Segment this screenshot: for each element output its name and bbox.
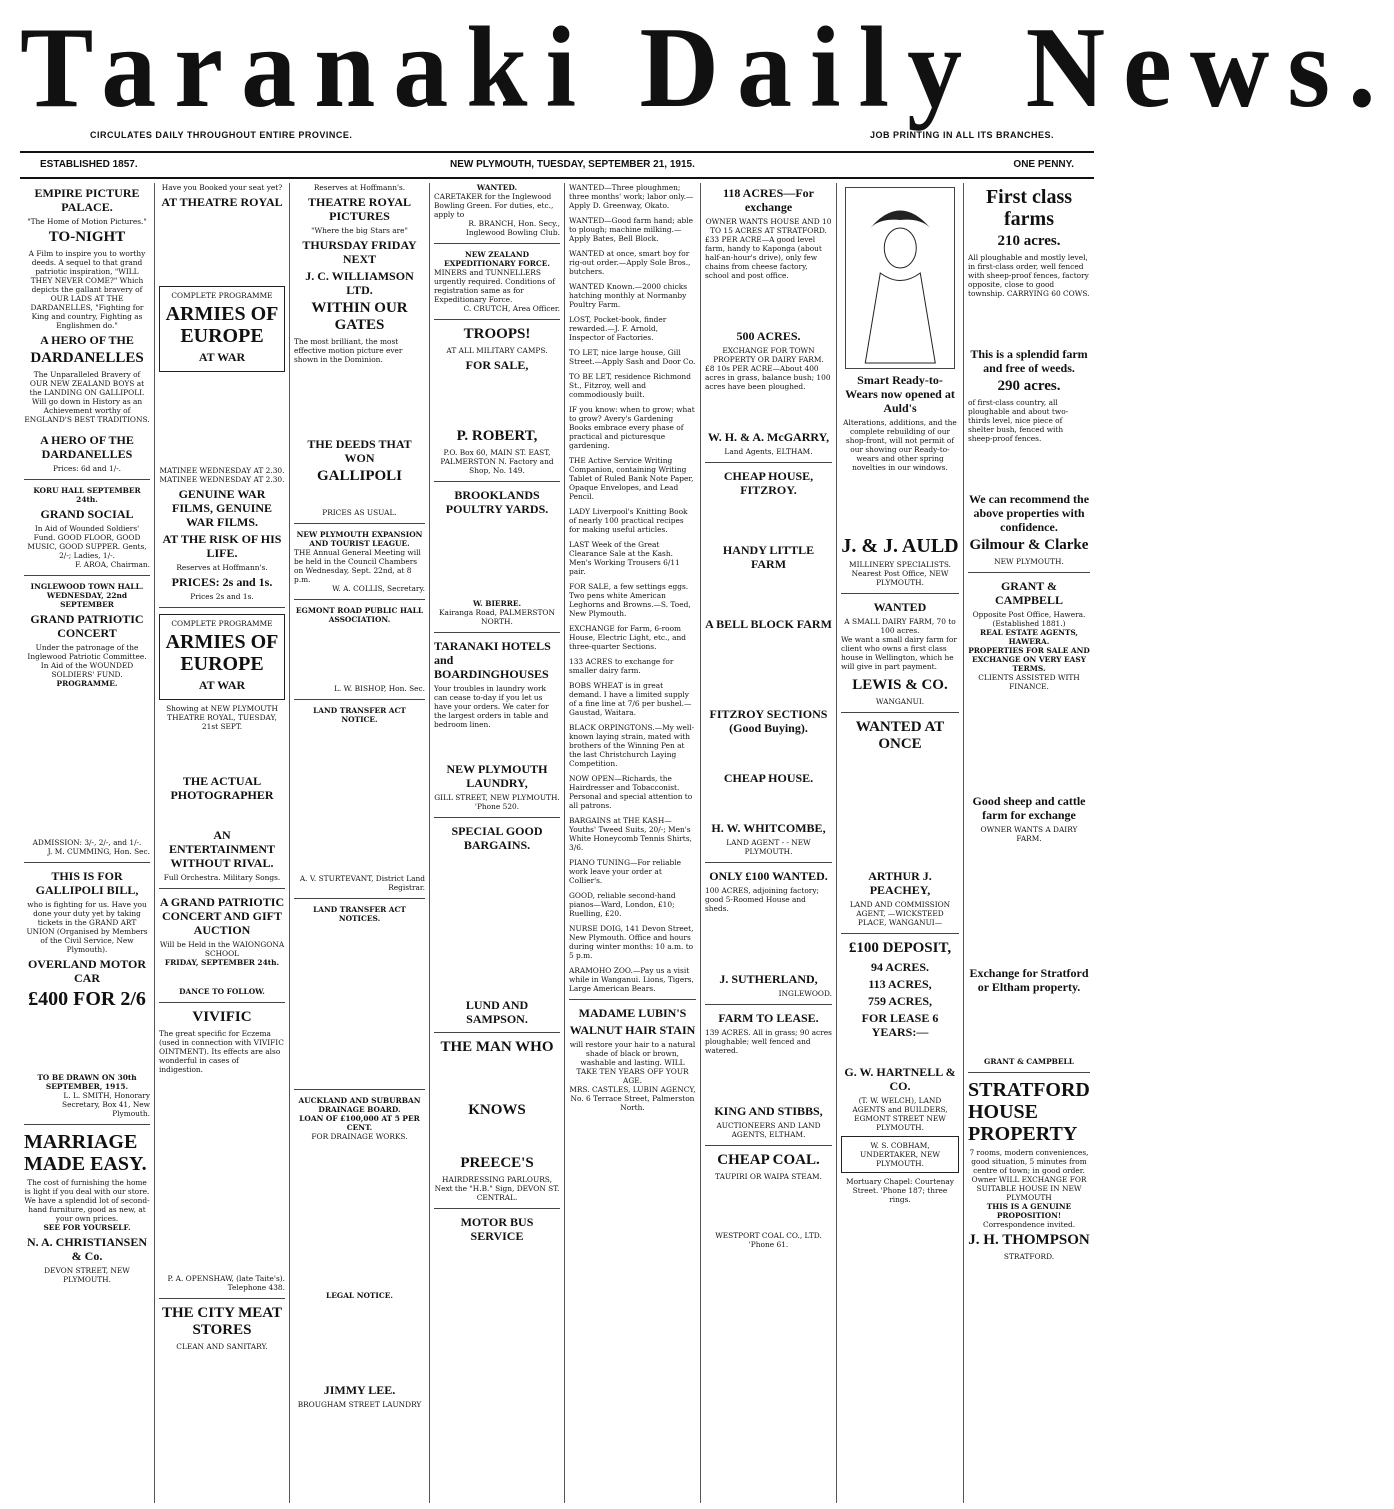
social-heading: GRAND SOCIAL (40, 507, 134, 521)
concert-heading: GRAND PATRIOTIC CONCERT (30, 612, 144, 640)
column-2 (155, 183, 290, 1503)
good-pianos: GOOD, reliable second-hand pianos—Ward, London, £10; Ruelling, £20. (569, 891, 676, 918)
masthead-left-subtitle: CIRCULATES DAILY THROUGHOUT ENTIRE PROVINCE. (90, 130, 353, 140)
mortuary: Mortuary Chapel: Courtenay Street. 'Phone 187; three rings. (846, 1177, 954, 1204)
bierre-addr: Kairanga Road, PALMERSTON NORTH. (439, 608, 555, 626)
thompson: J. H. THOMPSON (968, 1232, 1090, 1248)
cheap-house-fitzroy: CHEAP HOUSE, FITZROY. (723, 469, 814, 497)
acres-759: 759 ACRES, (867, 994, 932, 1008)
robert-addr: P.O. Box 60, MAIN ST. EAST, PALMERSTON N. Factory and Shop, No. 149. (440, 448, 554, 475)
prece-desc: HAIRDRESSING PARLOURS, Next the "H.B." Sign, DEVON ST. CENTRAL. (434, 1175, 560, 1202)
social-desc: In Aid of Wounded Soldiers' Fund. GOOD FLOOR, GOOD MUSIC, GOOD SUPPER. Gents, 2/-; Ladies, 1/-. (27, 524, 147, 560)
deeds: THE DEEDS THAT WON (307, 437, 412, 465)
acres-290: 290 acres. (997, 378, 1061, 394)
mcgarry: W. H. & A. McGARRY, (707, 430, 830, 444)
acres-113: 113 ACRES, (868, 977, 932, 991)
empire-sub: "The Home of Motion Pictures." (27, 217, 147, 226)
handy-farm: HANDY LITTLE FARM (722, 543, 815, 571)
hero2-heading: A HERO OF THE DARDANELLES (40, 433, 134, 461)
grant-2: GRANT & CAMPBELL (984, 1057, 1074, 1066)
land-notices: LAND TRANSFER ACT NOTICES. (313, 905, 406, 923)
acres-139: 139 ACRES. All in grass; 90 acres ploughable; well fenced and watered. (705, 1028, 832, 1055)
lost: LOST, Pocket-book, finder rewarded.—J. F. Arnold, Inspector of Factories. (569, 315, 667, 342)
acres-118: 118 ACRES—For exchange (722, 186, 814, 214)
lewis: LEWIS & CO. (852, 677, 948, 693)
peachey: ARTHUR J. PEACHEY, (868, 869, 932, 897)
auld-sub: MILLINERY SPECIALISTS. Nearest Post Office, NEW PLYMOUTH. (849, 560, 951, 587)
waiongona: Will be Held in the WAIONGONA SCHOOL (159, 940, 285, 958)
grow: IF you know: when to grow; what to grow? Avery's Gardening Books embrace every phase of practical and picturesque gardening. (569, 405, 695, 450)
np-laundry: NEW PLYMOUTH LAUNDRY, (446, 762, 548, 790)
egmont: EGMONT ROAD PUBLIC HALL ASSOCIATION. (295, 606, 424, 624)
clients: CLIENTS ASSISTED WITH FINANCE. (978, 673, 1080, 691)
dateline (20, 151, 1094, 179)
active-service: THE Active Service Writing Companion, containing Writing Tablet of Ruled Bank Note Paper, Opaque Envelopes, and Lead Pencil. (569, 456, 694, 501)
theatre-royal: THEATRE ROYAL PICTURES (307, 195, 412, 223)
nzef: NEW ZEALAND EXPEDITIONARY FORCE. (444, 250, 550, 268)
farm-lease: FARM TO LEASE. (718, 1011, 819, 1025)
concert-desc: Under the patronage of the Inglewood Patriotic Committee. In Aid of the WOUNDED SOLDIERS' FUND. (27, 643, 147, 679)
owner-dairy: OWNER WANTS A DAIRY FARM. (980, 825, 1078, 843)
cobham-box (841, 1136, 959, 1173)
art-union: A GRAND PATRIOTIC CONCERT AND GIFT AUCTION (159, 895, 285, 937)
small-farm: A SMALL DAIRY FARM, 70 to 100 acres. (844, 617, 956, 635)
inglewood-hall: INGLEWOOD TOWN HALL. WEDNESDAY, 22nd SEPTEMBER (30, 582, 144, 609)
acres-500: 500 ACRES. (736, 329, 801, 343)
splendid: This is a splendid farm and free of weeds. (970, 347, 1088, 375)
masthead-right-subtitle: JOB PRINTING IN ALL ITS BRANCHES. (869, 130, 1054, 140)
friday: FRIDAY, SEPTEMBER 24th. (164, 958, 280, 967)
days: THURSDAY FRIDAY NEXT (302, 238, 417, 266)
gilmour: Gilmour & Clarke (969, 537, 1089, 553)
entertainment: AN ENTERTAINMENT WITHOUT RIVAL. (168, 828, 276, 870)
vivific-desc: The great specific for Eczema (used in connection with VIVIFIC OINTMENT). Its effects are also wonderful in cases of indigestion. (159, 1029, 284, 1074)
booked: Have you Booked your seat yet? (161, 183, 283, 192)
cheap-coal: CHEAP COAL. (717, 1152, 820, 1168)
westport: WESTPORT COAL CO., LTD. 'Phone 61. (715, 1231, 822, 1249)
brougham: BROUGHAM STREET LAUNDRY (297, 1400, 422, 1409)
at-war: AT WAR (198, 350, 246, 364)
exchange: EXCHANGE for Farm, 6-room House, Electric Light, etc., and three-quarter Sections. (569, 624, 687, 651)
for-sale: FOR SALE, a few settings eggs. Two pens white American Leghorns and Browns.—S. Toed, New Plymouth. (569, 582, 691, 618)
known: WANTED Known.—2000 chicks hatching monthly at Normanby Poultry Farm. (569, 282, 688, 309)
bargains: BARGAINS at THE KASH—Youths' Tweed Suits, 20/-; Men's White Honeycomb Tennis Shirts, 3/6. (569, 816, 692, 852)
matinee: MATINEE WEDNESDAY AT 2.30. MATINEE WEDNESDAY AT 2.30. (159, 466, 285, 484)
acres-94: 94 ACRES. (870, 960, 929, 974)
ploughmen: WANTED—Three ploughmen; three months' work; labor only.—Apply D. Greenway, Okato. (569, 183, 694, 210)
lubin: MADAME LUBIN'S (578, 1006, 687, 1020)
reserves: Reserves at Hoffmann's. (176, 563, 268, 572)
at-war-2: AT WAR (198, 678, 246, 692)
complete-label: COMPLETE PROGRAMME (171, 291, 273, 300)
armies-box-1 (159, 286, 285, 372)
lady-drawing (846, 188, 955, 368)
hero-heading: A HERO OF THE (40, 333, 134, 347)
drainage: FOR DRAINAGE WORKS. (311, 1132, 408, 1141)
column-5 (565, 183, 701, 1503)
p33: £33 PER ACRE—A good level farm, handy to Kaponga (about half-an-hour's drive), only few chains from cheese factory, school and post office. (705, 235, 822, 280)
genuine-prop: THIS IS A GENUINE PROPOSITION! (986, 1202, 1072, 1220)
williamson: J. C. WILLIAMSON LTD. (305, 269, 414, 297)
showing: Showing at NEW PLYMOUTH THEATRE ROYAL, TUESDAY, 21st SEPT. (166, 704, 278, 731)
now-open: NOW OPEN—Richards, the Hairdresser and Tobacconist. Personal and special attention to all patrons. (569, 774, 693, 810)
auckland: AUCKLAND AND SUBURBAN DRAINAGE BOARD. (298, 1096, 421, 1114)
war-theatre: AT THEATRE ROYAL (161, 195, 283, 209)
sheep-cattle: Good sheep and cattle farm for exchange (972, 794, 1086, 822)
established: ESTABLISHED 1857. (40, 159, 138, 170)
special: SPECIAL GOOD BARGAINS. (451, 824, 543, 852)
vivific: VIVIFIC (192, 1009, 252, 1025)
masthead-title: Taranaki Daily News. (20, 2, 1394, 132)
king-sub: AUCTIONEERS AND LAND AGENTS, ELTHAM. (716, 1121, 821, 1139)
photographer: THE ACTUAL PHOTOGRAPHER (170, 774, 274, 802)
branch: R. BRANCH, Hon. Secy., Inglewood Bowling Club. (465, 219, 560, 237)
car-price: £400 FOR 2/6 (28, 988, 146, 1010)
prices-3: Prices 2s and 1s. (190, 592, 254, 601)
bobs-wheat: BOBS WHEAT is in great demand. I have a limited supply of a fine line at 7/6 per bushel.—Gaustad, Waitara. (569, 681, 692, 717)
props: PROPERTIES FOR SALE AND EXCHANGE ON VERY EASY TERMS. (968, 646, 1090, 673)
taranaki-hotels: TARANAKI HOTELS and BOARDINGHOUSES (434, 639, 551, 681)
whitcombe: H. W. WHITCOMBE, (711, 821, 826, 835)
admission: ADMISSION: 3/-, 2/-, and 1/-. (32, 838, 142, 847)
loan: LOAN OF £100,000 AT 5 PER CENT. (299, 1114, 420, 1132)
hartnell-sub: (T. W. WELCH), LAND AGENTS and BUILDERS, EGMONT STREET NEW PLYMOUTH. (852, 1096, 948, 1132)
column-3 (290, 183, 430, 1503)
marriage-desc: The cost of furnishing the home is light if you deal with our store. We have a splendid lot of second-hand furniture, good as new, at your own prices. (24, 1178, 150, 1223)
only-100: ONLY £100 WANTED. (709, 869, 828, 883)
gallipoli-3: GALLIPOLI (316, 468, 403, 484)
column-1 (20, 183, 155, 1503)
cherubs: WANTED at once, smart boy for rig-out order.—Apply Sole Bros., butchers. (569, 249, 691, 276)
rooms: 7 rooms, modern conveniences, good situation, 5 minutes from centre of town; in good order. Owner WILL EXCHANGE FOR SUITABLE HOUSE IN NEW PLYMOUTH (969, 1148, 1089, 1202)
columns (20, 183, 1094, 1503)
within-desc: The most brilliant, the most effective motion picture ever shown in the Dominion. (294, 337, 403, 364)
nurse: NURSE DOIG, 141 Devon Street, New Plymouth. Office and hours during winter months: 10 a.m. to 5 p.m. (569, 924, 694, 960)
expansion: NEW PLYMOUTH EXPANSION AND TOURIST LEAGUE. (296, 530, 423, 548)
expansion-sign: W. A. COLLIS, Secretary. (332, 584, 425, 593)
christiansen-addr: DEVON STREET, NEW PLYMOUTH. (44, 1266, 130, 1284)
knows: KNOWS (468, 1102, 526, 1118)
orchestra: Full Orchestra. Military Songs. (163, 873, 281, 882)
dardanelles-heading: DARDANELLES (30, 350, 144, 366)
camps: AT ALL MILITARY CAMPS. (446, 346, 548, 355)
christiansen: N. A. CHRISTIANSEN & Co. (26, 1235, 148, 1263)
cobham: W. S. COBHAM, UNDERTAKER, NEW PLYMOUTH. (860, 1141, 940, 1168)
kash: LAST Week of the Great Clearance Sale at the Kash. Men's Working Trousers 6/11 pair. (569, 540, 680, 576)
cheap-house: CHEAP HOUSE. (723, 771, 814, 785)
grant: GRANT & CAMPBELL (994, 579, 1063, 607)
prices-2: PRICES: 2s and 1s. (171, 575, 273, 589)
acres-290-desc: of first-class country, all ploughable and about two-thirds level, nice piece of shelter bush, fenced with sheep-proof fences. (968, 398, 1069, 443)
hair-stain: WALNUT HAIR STAIN (569, 1023, 696, 1037)
prece: PREECE'S (460, 1155, 534, 1171)
farmhand: WANTED—Good farm hand; able to plough; machine milking.—Apply Bates, Bell Block. (569, 216, 693, 243)
brooklands: BROOKLANDS POULTRY YARDS. (445, 488, 549, 516)
drawn: TO BE DRAWN ON 30th SEPTEMBER, 1915. (37, 1073, 137, 1091)
dardanelles-desc: The Unparalleled Bravery of OUR NEW ZEALAND BOYS at the LANDING ON GALLIPOLI. Will go down in History as an Achievement worthy of ENGLAND'S BEST TRADITIONS. (24, 370, 150, 424)
genuine: GENUINE WAR FILMS, GENUINE WAR FILMS. (171, 487, 272, 529)
piano: PIANO TUNING—For reliable work leave your order at Collier's. (569, 858, 681, 885)
first-class: First class farms (985, 186, 1073, 230)
social-sign: F. AROA, Chairman. (75, 560, 150, 569)
land-notice: LAND TRANSFER ACT NOTICE. (313, 706, 406, 724)
auld: J. & J. AULD (841, 535, 959, 557)
p810: £8 10s PER ACRE—About 400 acres in grass, balance bush; 100 acres have been ploughed. (705, 364, 831, 391)
coal-sub: TAUPIRI OR WAIPA STEAM. (715, 1172, 822, 1181)
empire-heading: EMPIRE PICTURE PALACE. (34, 186, 140, 214)
exchange-500: EXCHANGE FOR TOWN PROPERTY OR DAIRY FARM. (713, 346, 824, 364)
dance: DANCE TO FOLLOW. (179, 987, 265, 996)
column-8 (964, 183, 1094, 1503)
jimmy: JIMMY LEE. (323, 1383, 396, 1397)
programme-heading: PROGRAMME. (56, 679, 118, 688)
armies-title: ARMIES OF EUROPE (165, 303, 279, 347)
land-sign: A. V. STURTEVANT, District Land Registrar. (299, 874, 425, 892)
acres-133: 133 ACRES to exchange for smaller dairy farm. (569, 657, 674, 675)
expansion-desc: THE Annual General Meeting will be held in the Council Chambers on Wednesday, Sept. 22nd, at 8 p.m. (294, 548, 421, 584)
city-meat: THE CITY MEAT STORES (161, 1305, 282, 1338)
where: "Where the big Stars are" (311, 226, 408, 235)
reserves-3: Reserves at Hoffmann's. (313, 183, 406, 192)
prices: Prices: 6d and 1/-. (52, 464, 122, 473)
man-who: THE MAN WHO (440, 1039, 554, 1055)
vivific-sign: P. A. OPENSHAW, (late Taite's). Telephone 438. (167, 1274, 285, 1292)
miners: MINERS and TUNNELLERS urgently required. Conditions of registration same as for Expeditionary Force. (434, 268, 555, 304)
troops: TROOPS! (463, 326, 531, 342)
fitzroy-sections: FITZROY SECTIONS (Good Buying). (709, 707, 828, 735)
armies-box-2 (159, 614, 285, 700)
stratford-house: STRATFORD HOUSE PROPERTY (968, 1079, 1090, 1145)
gallipoli-heading: THIS IS FOR GALLIPOLI BILL, (35, 869, 139, 897)
liverpool: LADY Liverpool's Knitting Book of nearly 100 practical recipes for making useful articles. (569, 507, 688, 534)
crutch: C. CRUTCH, Area Officer. (463, 304, 560, 313)
gilmour-sub: NEW PLYMOUTH. (994, 557, 1064, 566)
agents: REAL ESTATE AGENTS, HAWERA. (980, 628, 1078, 646)
whitcombe-sub: LAND AGENT - - NEW PLYMOUTH. (726, 838, 811, 856)
recommend: We can recommend the above properties with confidence. (968, 492, 1090, 534)
acres-100: 100 ACRES, adjoining factory; good 5-Roomed House and sheds. (705, 886, 820, 913)
caretaker: CARETAKER for the Inglewood Bowling Green. For duties, etc., apply to (434, 192, 554, 219)
small-desc: We want a small dairy farm for client who owns a first class house in Wellington, which he will give in part payment. (841, 635, 957, 671)
masthead (20, 2, 1394, 132)
usual: PRICES AS USUAL. (322, 508, 397, 517)
smart-ready: Smart Ready-to-Wears now opened at Auld's (845, 373, 955, 415)
marriage-heading: MARRIAGE MADE EASY. (24, 1131, 147, 1175)
column-4 (430, 183, 565, 1503)
smart-desc: Alterations, additions, and the complete rebuilding of our shop-front, will not permit of our showing our Ready-to-wears and other spring novelties in our windows. (843, 418, 957, 472)
column-6 (701, 183, 837, 1503)
laundry-desc: Your troubles in laundry work can cease to-day if you let us have your orders. We cater for the largest orders in table and bedroom linen. (434, 684, 549, 729)
tonight-desc: A Film to inspire you to worthy deeds. A sequel to that grand patriotic inspiration, "WILL THEY NEVER COME?" Which depicts the gallant bravery of OUR LADS AT THE DARDANELLES, "Fighting for King and country, Fighting as Englishmen do." (28, 249, 146, 330)
risk: AT THE RISK OF HIS LIFE. (162, 532, 282, 560)
tonight: TO-NIGHT (48, 229, 126, 245)
issue-date: NEW PLYMOUTH, TUESDAY, SEPTEMBER 21, 1915. (450, 159, 695, 170)
orpingtons: BLACK ORPINGTONS.—My well-known laying strain, mated with brothers of the Winning Pen at the last Christchurch Laying Competition. (569, 723, 695, 768)
correspondence: Correspondence invited. (982, 1220, 1076, 1229)
complete-label-2: COMPLETE PROGRAMME (171, 619, 273, 628)
acres-210: 210 acres. (997, 233, 1061, 249)
thompson-sub: STRATFORD. (1003, 1252, 1055, 1261)
deposit: £100 DEPOSIT, (848, 940, 952, 956)
egmont-sign: L. W. BISHOP, Hon. Sec. (334, 684, 425, 693)
lund: LUND AND SAMPSON. (465, 998, 529, 1026)
stratford-exchange: Exchange for Stratford or Eltham property. (969, 966, 1089, 994)
column-7 (837, 183, 964, 1503)
drawn-sign: L. L. SMITH, Honorary Secretary, Box 41, New Plymouth. (62, 1091, 150, 1118)
price: ONE PENNY. (1013, 159, 1074, 170)
forsale: FOR SALE, (465, 358, 529, 372)
wanted-7: WANTED (873, 600, 927, 614)
gallipoli-desc: who is fighting for us. Have you done your duty yet by taking tickets in the GRAND ART UNION (Organised by Members of the Civil Service, New Plymouth). (26, 900, 148, 954)
owner: OWNER WANTS HOUSE AND 10 TO 15 ACRES AT STRATFORD. (705, 217, 832, 235)
acres-210-desc: All ploughable and mostly level, in first-class order, well fenced with sheep-proof fences, factory opposite, close to good township. CARRYING 60 COWS. (968, 253, 1090, 298)
peachey-sub: LAND AND COMMISSION AGENT, —WICKSTEED PLACE, WANGANUI— (849, 900, 951, 927)
sutherland-sub: INGLEWOOD. (778, 989, 832, 998)
sutherland: J. SUTHERLAND, (719, 972, 818, 986)
laundry-addr: GILL STREET, NEW PLYMOUTH. 'Phone 520. (434, 793, 560, 811)
zoo: ARAMOHO ZOO.—Pay us a visit while in Wanganui. Lions, Tigers, Large American Bears. (569, 966, 694, 993)
concert-sign: J. M. CUMMING, Hon. Sec. (47, 847, 150, 856)
armies-title-2: ARMIES OF EUROPE (165, 631, 279, 675)
hartnell: G. W. HARTNELL & CO. (844, 1065, 956, 1093)
motor-bus: MOTOR BUS SERVICE (460, 1215, 534, 1243)
lubin-desc: will restore your hair to a natural shade of black or brown, washable and lasting. WILL TAKE TEN YEARS OFF YOUR AGE. (569, 1040, 696, 1085)
car-heading: OVERLAND MOTOR CAR (27, 957, 147, 985)
wanted-once: WANTED AT ONCE (855, 719, 945, 752)
bell-block: A BELL BLOCK FARM (705, 617, 832, 631)
clean: CLEAN AND SANITARY. (176, 1342, 268, 1351)
wanted-4: WANTED. (476, 183, 518, 192)
bierre: W. BIERRE. (472, 599, 522, 608)
koru-hall: KORU HALL SEPTEMBER 24th. (33, 486, 141, 504)
legal: LEGAL NOTICE. (326, 1291, 393, 1300)
see-yourself: SEE FOR YOURSELF. (43, 1223, 131, 1232)
to-let-2: TO BE LET, residence Richmond St., Fitzroy, well and commodiously built. (569, 372, 691, 399)
lease-6: FOR LEASE 6 YEARS:— (861, 1011, 939, 1039)
king-stibbs: KING AND STIBBS, (714, 1104, 823, 1118)
to-let: TO LET, nice large house, Gill Street.—Apply Sash and Door Co. (569, 348, 696, 366)
castles: MRS. CASTLES, LUBIN AGENCY, No. 6 Terrace Street, Palmerston North. (569, 1085, 696, 1112)
lewis-sub: WANGANUI. (875, 697, 925, 706)
robert: P. ROBERT, (456, 428, 538, 444)
mcgarry-sub: Land Agents, ELTHAM. (724, 447, 813, 456)
lady-illustration (845, 187, 956, 369)
grant-sub: Opposite Post Office, Hawera. (Established 1881.) (972, 610, 1086, 628)
within-gates: WITHIN OUR GATES (311, 300, 408, 333)
